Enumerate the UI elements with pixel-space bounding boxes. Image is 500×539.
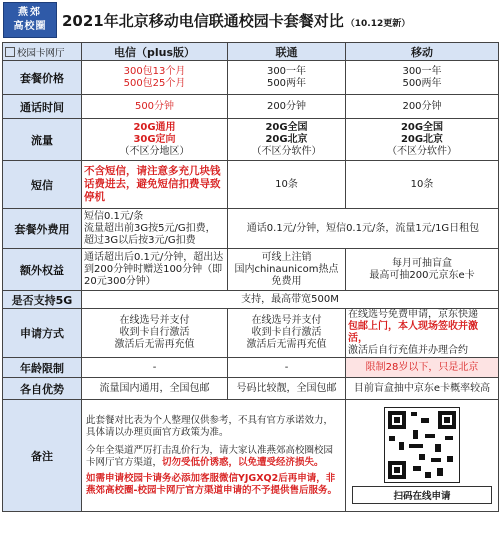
mobile-price-b: 500两年 <box>402 77 442 89</box>
mobile-data-c: （不区分软件） <box>387 145 457 157</box>
unicom-bonus <box>228 249 346 291</box>
title-main: 2021年北京移动电信联通校园卡套餐对比 <box>62 12 344 30</box>
table-row-price <box>3 61 499 95</box>
unicom-price-a: 300一年 <box>266 65 307 77</box>
mobile-price-a: 300一年 <box>402 65 442 77</box>
remarks-p2b: 切勿受低价诱惑，以免遭受经济损失。 <box>162 456 324 468</box>
mobile-sms: 10条 <box>346 161 499 209</box>
header-unicom: 联通 <box>228 43 346 61</box>
remarks-p2 <box>86 445 341 469</box>
table-row-remarks <box>3 400 499 512</box>
brand-logo <box>3 2 57 38</box>
telecom-price <box>82 61 228 95</box>
table-row-extra-fees <box>3 209 499 249</box>
logo-line1: 燕郊 <box>18 7 42 18</box>
row-label-data: 流量 <box>3 119 82 161</box>
unicom-apply <box>228 309 346 358</box>
telecom-price-b: 500包25个月 <box>123 77 186 89</box>
mobile-data-b: 20G北京 <box>400 133 444 145</box>
telecom-extra <box>82 209 228 249</box>
header-brand-cell <box>3 43 82 61</box>
telecom-calls: 500分钟 <box>82 95 228 119</box>
mobile-adv: 目前盲盒抽中京东e卡概率较高 <box>346 378 499 400</box>
unicom-data-b: 20G北京 <box>265 133 308 145</box>
remarks-p3: 如需申请校园卡请务必添加客服微信YJGXQ2后再申请，非燕郊高校圈-校园卡网厅官方渠道申请的不予提供售后服务。 <box>86 472 337 496</box>
unicom-apply-b: 收到卡自行激活 <box>251 327 322 338</box>
mobile-data-a: 20G全国 <box>400 121 444 133</box>
telecom-data-a: 20G通用 <box>133 121 176 133</box>
sheet-header <box>0 0 500 42</box>
table-header-row <box>3 43 499 61</box>
qr-cell <box>346 400 499 512</box>
brand-label: 校园卡网厅 <box>17 47 65 59</box>
telecom-extra-c: 超过3G以后按3元/G扣费 <box>84 234 196 246</box>
unicom-data-a: 20G全国 <box>265 121 308 133</box>
row-label-extra: 套餐外费用 <box>3 209 82 249</box>
mobile-bonus-a: 每月可抽盲盒 <box>392 257 452 269</box>
telecom-apply-c: 激活后无需再充值 <box>114 339 195 350</box>
logo-line2: 高校圈 <box>13 21 47 32</box>
unicom-data-c: （不区分软件） <box>251 145 322 157</box>
mobile-data <box>346 119 499 161</box>
table-row-calls <box>3 95 499 119</box>
mobile-age: 限制28岁以下，只是北京 <box>346 358 499 378</box>
row-label-bonus: 额外权益 <box>3 249 82 291</box>
mobile-apply-c: 激活后自行充值并办理合约 <box>348 345 468 356</box>
mobile-apply-a: 在线选号免费申请，京东快递 <box>348 309 478 320</box>
5g-support: 支持，最高带宽500M <box>82 291 499 309</box>
mobile-price <box>346 61 499 95</box>
table-row-sms <box>3 161 499 209</box>
plan-comparison-table <box>2 42 499 512</box>
unicom-price <box>228 61 346 95</box>
checkbox-icon <box>5 47 15 57</box>
header-telecom: 电信（plus版） <box>82 43 228 61</box>
table-row-data <box>3 119 499 161</box>
table-row-advantages <box>3 378 499 400</box>
unicom-apply-a: 在线选号并支付 <box>251 315 322 326</box>
remarks-text <box>82 400 346 512</box>
row-label-adv: 各自优势 <box>3 378 82 400</box>
row-label-5g: 是否支持5G <box>3 291 82 309</box>
mobile-apply <box>346 309 499 358</box>
unicom-calls: 200分钟 <box>228 95 346 119</box>
remarks-p1: 此套餐对比表为个人整理仅供参考，不具有官方承诺效力，具体请以办理页面官方政策为准。 <box>86 414 334 438</box>
page-title <box>62 10 410 31</box>
title-note: （10.12更新） <box>345 19 411 29</box>
telecom-apply <box>82 309 228 358</box>
telecom-bonus: 通话超出后0.1元/分钟，超出达到200分钟时赠送100分钟（即20元300分钟） <box>82 249 228 291</box>
mobile-calls: 200分钟 <box>346 95 499 119</box>
unicom-adv: 号码比较靓，全国包邮 <box>228 378 346 400</box>
telecom-apply-b: 收到卡自行激活 <box>119 327 190 338</box>
unicom-price-b: 500两年 <box>266 77 307 89</box>
telecom-apply-a: 在线选号并支付 <box>119 315 190 326</box>
unicom-bonus-b: 国内chinaunicom热点免费用 <box>234 263 339 287</box>
unicom-data <box>228 119 346 161</box>
telecom-extra-b: 流量超出前3G按5元/G扣费， <box>84 222 216 234</box>
row-label-age: 年龄限制 <box>3 358 82 378</box>
table-row-apply <box>3 309 499 358</box>
unicom-age: - <box>228 358 346 378</box>
telecom-age: - <box>82 358 228 378</box>
row-label-sms: 短信 <box>3 161 82 209</box>
unicom-bonus-a: 可线上注销 <box>261 251 312 263</box>
unicom-sms: 10条 <box>228 161 346 209</box>
row-label-calls: 通话时间 <box>3 95 82 119</box>
telecom-price-a: 300包13个月 <box>123 65 186 77</box>
remarks-p2a: 今年全渠道严厉打击乱价行为，请大家认准燕郊高校圈校园卡网厅官方渠道， <box>86 444 334 468</box>
telecom-data-b: 30G定向 <box>133 133 176 145</box>
mobile-apply-b: 包邮上门，本人现场签收并激活， <box>348 321 478 344</box>
row-label-price: 套餐价格 <box>3 61 82 95</box>
telecom-data-c: （不区分地区） <box>119 145 190 157</box>
table-row-age <box>3 358 499 378</box>
table-row-bonus <box>3 249 499 291</box>
telecom-extra-a: 短信0.1元/条 <box>84 210 144 222</box>
unicom-mobile-extra: 通话0.1元/分钟，短信0.1元/条，流量1元/1G日租包 <box>228 209 499 249</box>
telecom-data <box>82 119 228 161</box>
row-label-apply: 申请方式 <box>3 309 82 358</box>
telecom-adv: 流量国内通用，全国包邮 <box>82 378 228 400</box>
qr-caption[interactable]: 扫码在线申请 <box>352 486 492 504</box>
row-label-remarks: 备注 <box>3 400 82 512</box>
header-mobile: 移动 <box>346 43 499 61</box>
mobile-bonus <box>346 249 499 291</box>
table-row-5g <box>3 291 499 309</box>
mobile-bonus-b: 最高可抽200元京东e卡 <box>369 269 475 281</box>
qr-code-icon[interactable] <box>384 407 460 483</box>
telecom-sms: 不含短信，请注意多充几块钱话费进去，避免短信扣费导致停机 <box>82 161 228 209</box>
unicom-apply-c: 激活后无需再充值 <box>246 339 327 350</box>
